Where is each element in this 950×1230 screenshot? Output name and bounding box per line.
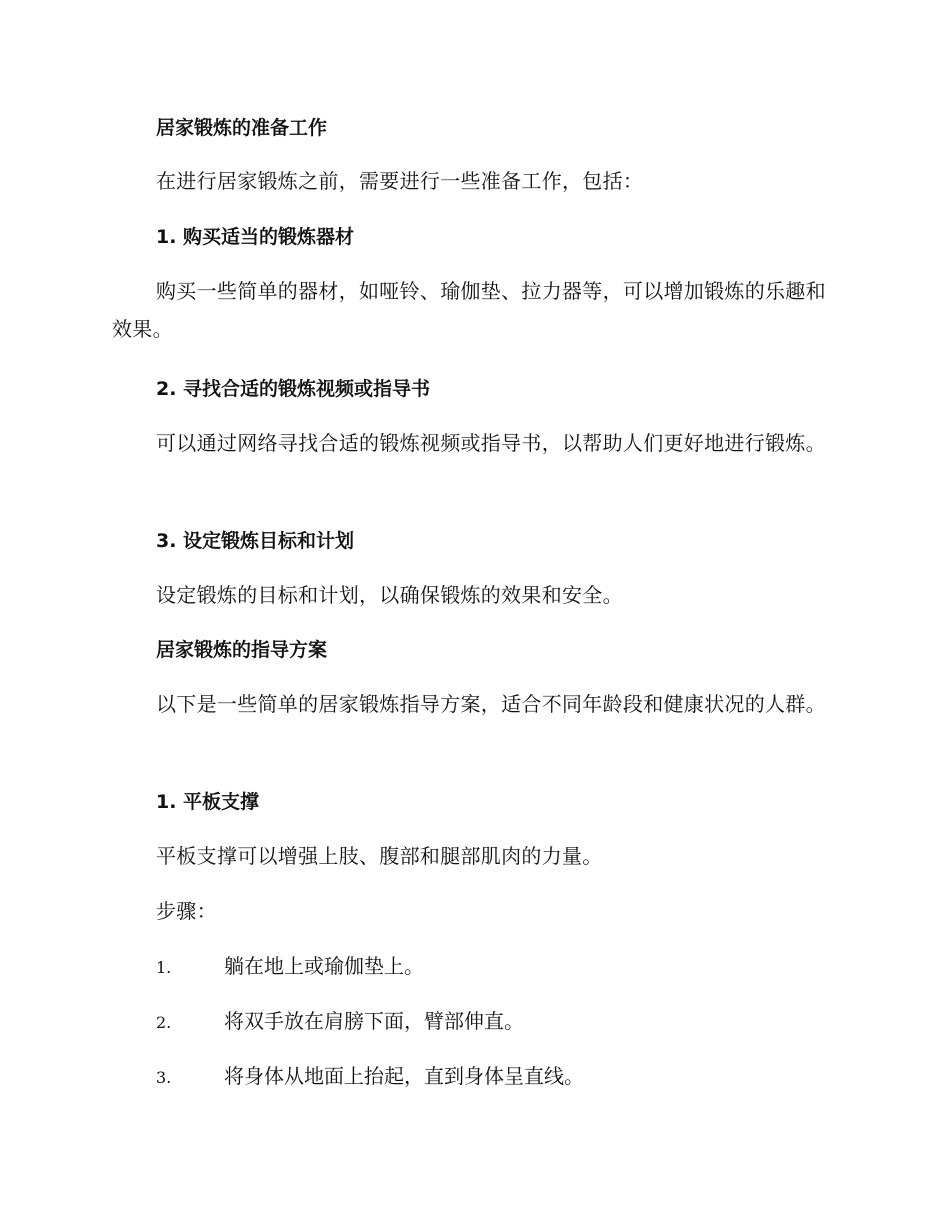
step-text: 将双手放在肩膀下面，臂部伸直。 xyxy=(224,1009,524,1033)
step-text: 躺在地上或瑜伽垫上。 xyxy=(224,954,424,978)
section-title-guidance: 居家锻炼的指导方案 xyxy=(156,639,328,661)
steps-label: 步骤： xyxy=(156,899,217,923)
exercise-description: 平板支撑可以增强上肢、腹部和腿部肌肉的力量。 xyxy=(156,844,603,868)
step-number: 1. xyxy=(156,958,172,977)
prep-item-heading-1: 1. 购买适当的锻炼器材 xyxy=(156,226,355,248)
prep-item-heading-3: 3. 设定锻炼目标和计划 xyxy=(156,530,355,552)
step-number: 2. xyxy=(156,1013,172,1032)
prep-item-text-3: 设定锻炼的目标和计划，以确保锻炼的效果和安全。 xyxy=(156,583,623,607)
section-title-preparation: 居家锻炼的准备工作 xyxy=(156,117,328,139)
prep-item-heading-2: 2. 寻找合适的锻炼视频或指导书 xyxy=(156,378,431,400)
step-item xyxy=(156,1057,836,1097)
prep-item-text-2: 可以通过网络寻找合适的锻炼视频或指导书，以帮助人们更好地进行锻炼。 xyxy=(156,431,826,455)
step-item xyxy=(156,1002,836,1042)
exercise-heading: 1. 平板支撑 xyxy=(156,791,260,813)
step-number: 3. xyxy=(156,1068,172,1087)
section-intro-preparation: 在进行居家锻炼之前，需要进行一些准备工作，包括： xyxy=(156,169,644,193)
step-item xyxy=(156,947,836,987)
prep-item-text-1: 购买一些简单的器材，如哑铃、瑜伽垫、拉力器等，可以增加锻炼的乐趣和效果。 xyxy=(112,279,826,341)
step-text: 将身体从地面上抬起，直到身体呈直线。 xyxy=(224,1064,584,1088)
section-intro-guidance: 以下是一些简单的居家锻炼指导方案，适合不同年龄段和健康状况的人群。 xyxy=(156,692,826,716)
